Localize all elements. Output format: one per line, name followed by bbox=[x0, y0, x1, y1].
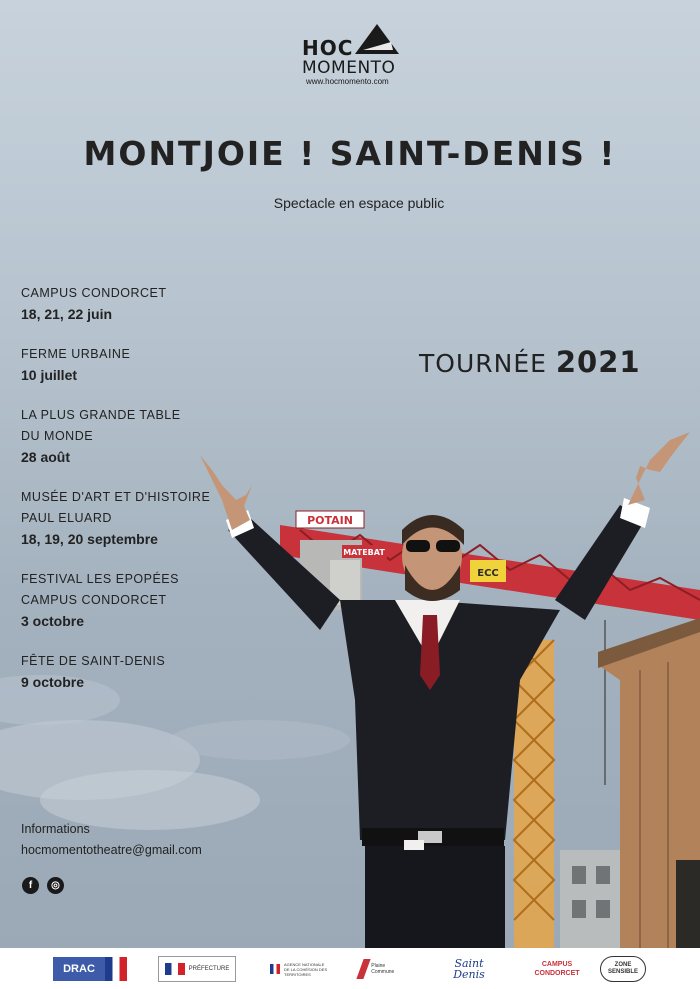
event-item bbox=[21, 569, 241, 632]
saint-denis-line2: Denis bbox=[453, 968, 485, 981]
plaine-commune-logo bbox=[360, 956, 406, 982]
drac-label: DRAC bbox=[53, 957, 105, 981]
zone-line1: ZONE bbox=[614, 962, 632, 968]
event-place: FÊTE DE SAINT-DENIS bbox=[21, 654, 166, 668]
campus-line2: CONDORCET bbox=[534, 970, 580, 977]
drac-logo bbox=[52, 956, 128, 982]
tour-label: TOURNÉE bbox=[419, 349, 547, 378]
sponsor-footer bbox=[0, 948, 700, 989]
info-label: Informations bbox=[21, 822, 90, 836]
event-place: FESTIVAL LES EPOPÉES CAMPUS CONDORCET bbox=[21, 572, 179, 607]
facebook-icon[interactable]: f bbox=[22, 877, 39, 894]
event-place: LA PLUS GRANDE TABLE DU MONDE bbox=[21, 408, 181, 443]
crane bbox=[514, 640, 554, 950]
event-item bbox=[21, 344, 241, 386]
event-date: 18, 21, 22 juin bbox=[21, 306, 113, 322]
campus-condorcet-logo bbox=[535, 956, 579, 982]
event-date: 10 juillet bbox=[21, 367, 78, 383]
saint-denis-logo bbox=[442, 956, 496, 982]
sign-matebat: MATEBAT bbox=[343, 548, 385, 557]
hoc-momento-logo bbox=[300, 24, 410, 86]
instagram-icon[interactable]: ◎ bbox=[47, 877, 64, 894]
event-item bbox=[21, 487, 241, 550]
anct-logo bbox=[270, 956, 328, 982]
contact-email[interactable]: hocmomentotheatre@gmail.com bbox=[21, 843, 202, 857]
contact-info bbox=[21, 819, 202, 861]
campus-line1: CAMPUS bbox=[541, 961, 573, 968]
logo-hoc: HOC bbox=[302, 36, 354, 60]
event-place: MUSÉE D'ART ET D'HISTOIRE PAUL ELUARD bbox=[21, 490, 211, 525]
event-list bbox=[21, 283, 241, 712]
logo-url[interactable]: www.hocmomento.com bbox=[306, 77, 389, 86]
event-date: 28 août bbox=[21, 449, 71, 465]
tour-year: 2021 bbox=[555, 345, 641, 379]
event-place: FERME URBAINE bbox=[21, 347, 131, 361]
event-item bbox=[21, 651, 241, 693]
event-place: CAMPUS CONDORCET bbox=[21, 286, 167, 300]
logo-momento: MOMENTO bbox=[302, 58, 396, 78]
saint-denis-line1: Saint bbox=[454, 957, 484, 970]
social-links bbox=[22, 877, 64, 894]
event-date: 9 octobre bbox=[21, 674, 85, 690]
zone-line2: SENSIBLE bbox=[607, 969, 638, 975]
event-item bbox=[21, 283, 241, 325]
sign-ecc: ECC bbox=[477, 568, 499, 579]
zone-sensible-logo bbox=[600, 956, 646, 982]
prefecture-label: PRÉFECTURE bbox=[188, 966, 230, 972]
event-date: 3 octobre bbox=[21, 613, 85, 629]
logo-triangle-icon bbox=[355, 24, 399, 54]
sign-potain: POTAIN bbox=[307, 514, 353, 527]
event-item bbox=[21, 405, 241, 468]
plaine-label: Plaine Commune bbox=[371, 963, 395, 975]
show-subtitle: Spectacle en espace public bbox=[273, 195, 445, 211]
show-title: MONTJOIE ! SAINT-DENIS ! bbox=[83, 134, 617, 173]
tour-heading bbox=[419, 345, 641, 379]
anct-label: AGENCE NATIONALE DE LA COHÉSION DES TERRITOIRES bbox=[284, 961, 328, 977]
prefecture-logo bbox=[158, 956, 236, 982]
event-date: 18, 19, 20 septembre bbox=[21, 531, 158, 547]
